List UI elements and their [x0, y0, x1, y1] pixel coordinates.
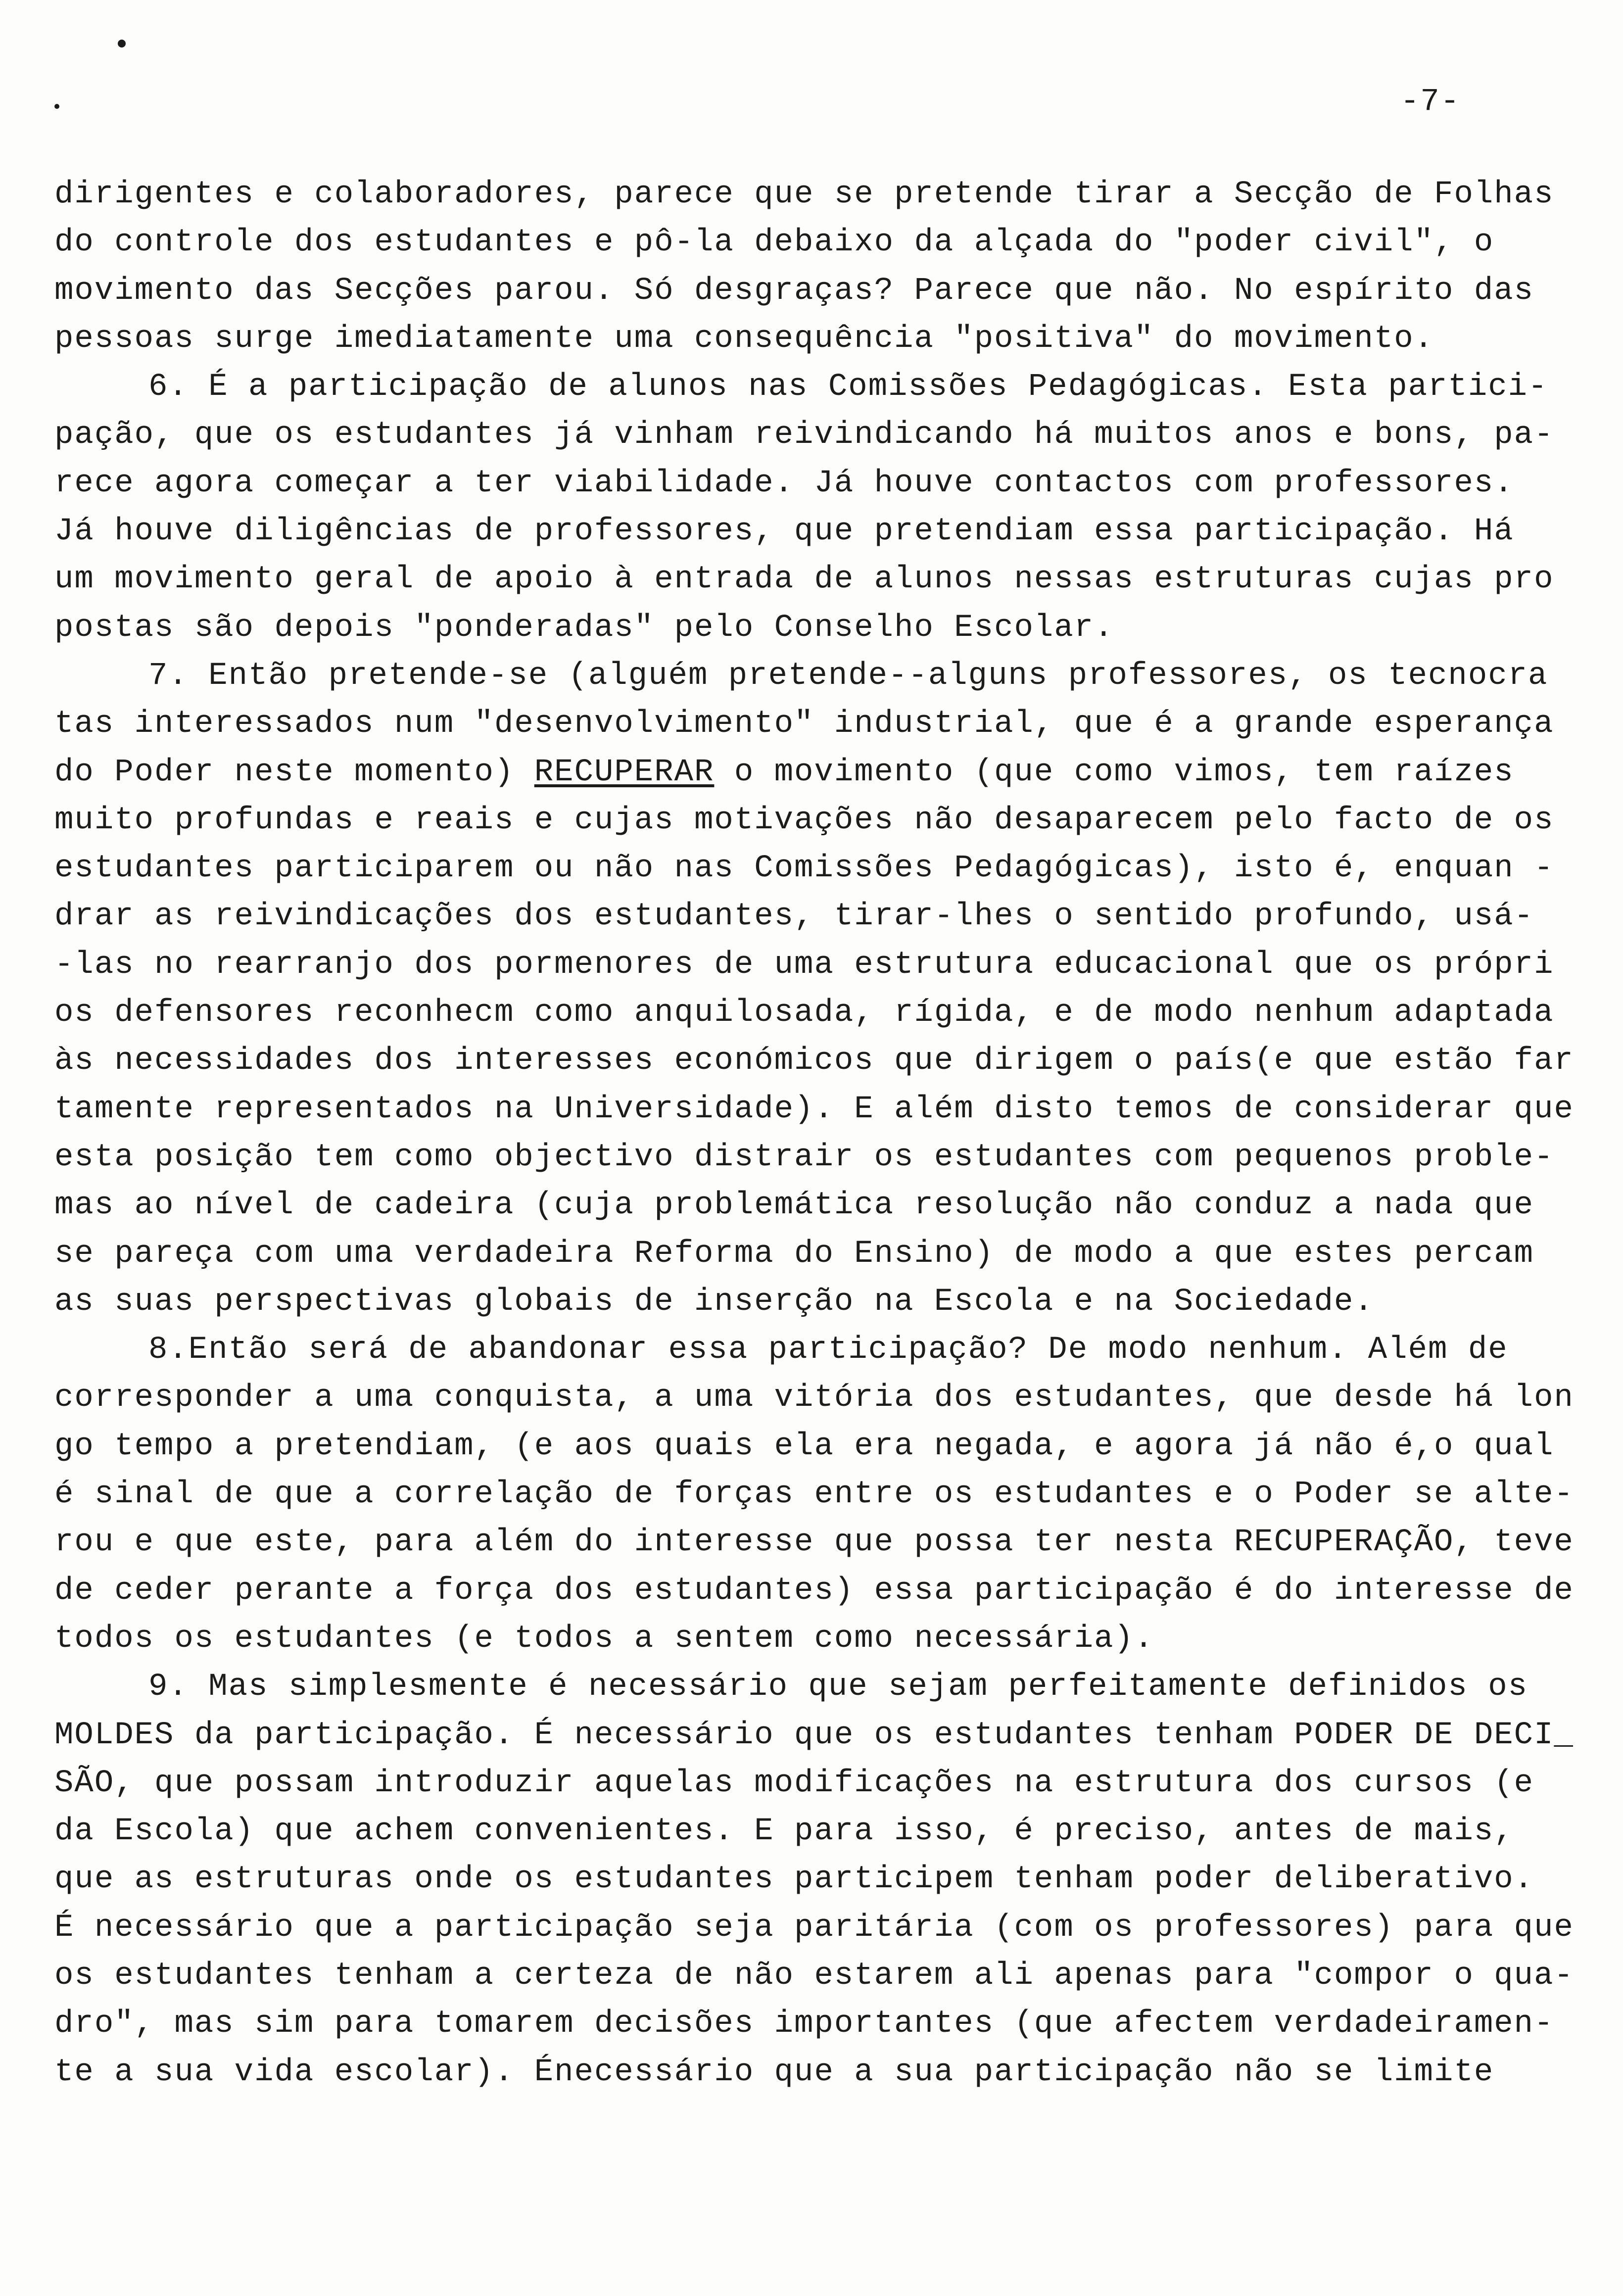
text-line: as suas perspectivas globais de inserção na Escola e na Sociedade. [54, 1284, 1374, 1320]
text-line: se pareça com uma verdadeira Reforma do Ensino) de modo a que estes percam [54, 1236, 1534, 1272]
text-line: que as estruturas onde os estudantes participem tenham poder deliberativo. [54, 1862, 1534, 1898]
ink-dot-left [54, 104, 59, 109]
text-line: tamente representados na Universidade). E além disto temos de considerar que [54, 1091, 1574, 1127]
text-line: de ceder perante a força dos estudantes) essa participação é do interesse de [54, 1573, 1574, 1609]
text-line: postas são depois "ponderadas" pelo Conselho Escolar. [54, 610, 1114, 646]
text-line: 8.Então será de abandonar essa participação? De modo nenhum. Além de [148, 1332, 1508, 1368]
text-line: rou e que este, para além do interesse que possa ter nesta RECUPERAÇÃO, teve [54, 1525, 1574, 1561]
text-line: 9. Mas simplesmente é necessário que sejam perfeitamente definidos os [148, 1669, 1528, 1705]
text-line: 6. É a participação de alunos nas Comissões Pedagógicas. Esta partici- [148, 369, 1548, 405]
text-line: -las no rearranjo dos pormenores de uma estrutura educacional que os própri [54, 947, 1554, 983]
text-line: drar as reivindicações dos estudantes, tirar-lhes o sentido profundo, usá- [54, 899, 1534, 935]
text-line: esta posição tem como objectivo distrair os estudantes com pequenos proble- [54, 1139, 1554, 1175]
text-line: É necessário que a participação seja paritária (com os professores) para que [54, 1910, 1574, 1946]
text-line: dro", mas sim para tomarem decisões importantes (que afectem verdadeiramen- [54, 2006, 1554, 2042]
page-number: -7- [1400, 84, 1461, 120]
text-line: te a sua vida escolar). Énecessário que a sua participação não se limite [54, 2054, 1494, 2090]
text-line: um movimento geral de apoio à entrada de alunos nessas estruturas cujas pro [54, 562, 1554, 598]
text-line: da Escola) que achem convenientes. E para isso, é preciso, antes de mais, [54, 1814, 1514, 1850]
text-line: go tempo a pretendiam, (e aos quais ela era negada, e agora já não é,o qual [54, 1428, 1554, 1464]
text-line: todos os estudantes (e todos a sentem como necessária). [54, 1621, 1154, 1657]
text-segment: o movimento (que como vimos, tem raízes [714, 754, 1514, 790]
document-body [54, 171, 1588, 2097]
text-line: SÃO, que possam introduzir aquelas modificações na estrutura dos cursos (e [54, 1765, 1534, 1801]
text-line: pação, que os estudantes já vinham reivindicando há muitos anos e bons, pa- [54, 417, 1554, 453]
text-line: os defensores reconhecm como anquilosada, rígida, e de modo nenhum adaptada [54, 995, 1554, 1031]
text-line: mas ao nível de cadeira (cuja problemática resolução não conduz a nada que [54, 1188, 1534, 1224]
text-line: movimento das Secções parou. Só desgraças? Parece que não. No espírito das [54, 273, 1534, 309]
text-line: corresponder a uma conquista, a uma vitória dos estudantes, que desde há lon [54, 1380, 1574, 1416]
text-line: muito profundas e reais e cujas motivações não desaparecem pelo facto de os [54, 802, 1554, 838]
text-segment: do Poder neste momento) [54, 754, 534, 790]
text-line: do controle dos estudantes e pô-la debaixo da alçada do "poder civil", o [54, 225, 1494, 261]
text-line: os estudantes tenham a certeza de não estarem ali apenas para "compor o qua- [54, 1958, 1574, 1994]
text-line: às necessidades dos interesses económicos que dirigem o país(e que estão far [54, 1043, 1574, 1079]
text-line: MOLDES da participação. É necessário que os estudantes tenham PODER DE DECI_ [54, 1717, 1574, 1753]
text-line: é sinal de que a correlação de forças entre os estudantes e o Poder se alte- [54, 1477, 1574, 1513]
text-line: rece agora começar a ter viabilidade. Já houve contactos com professores. [54, 465, 1514, 501]
text-line: 7. Então pretende-se (alguém pretende--alguns professores, os tecnocra [148, 658, 1548, 694]
text-line: tas interessados num "desenvolvimento" industrial, que é a grande esperança [54, 706, 1554, 742]
text-line [54, 749, 1588, 797]
ink-dot-top [118, 40, 126, 48]
text-line: dirigentes e colaboradores, parece que se pretende tirar a Secção de Folhas [54, 177, 1554, 212]
underlined-word: RECUPERAR [534, 754, 715, 790]
text-line: pessoas surge imediatamente uma consequência "positiva" do movimento. [54, 321, 1434, 357]
text-line: estudantes participarem ou não nas Comissões Pedagógicas), isto é, enquan - [54, 851, 1554, 887]
text-line: Já houve diligências de professores, que pretendiam essa participação. Há [54, 514, 1514, 550]
